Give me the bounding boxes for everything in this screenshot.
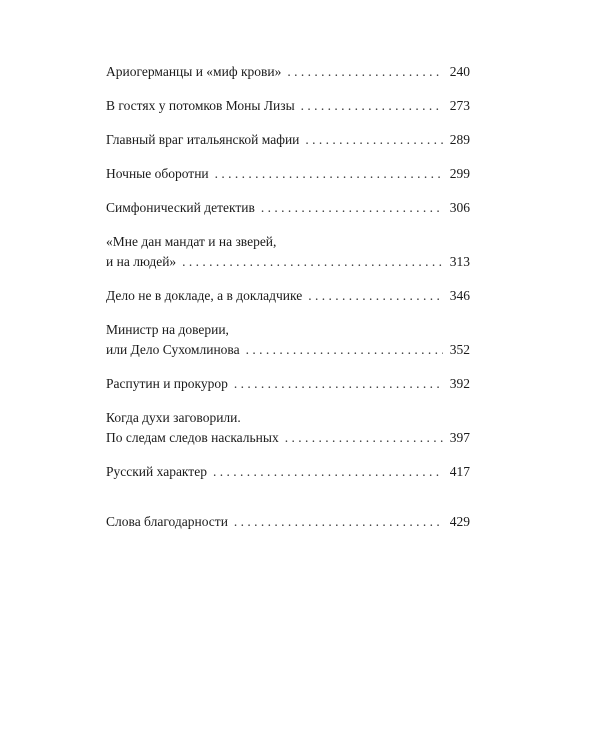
dot-leader (261, 198, 443, 218)
toc-entry-title-line: Когда духи заговорили. (106, 410, 241, 425)
toc-entry-page: 273 (449, 98, 470, 113)
toc-entry-page: 429 (449, 514, 470, 529)
toc-entry-page: 392 (449, 376, 470, 391)
toc-entry (106, 164, 470, 184)
toc-entry-line (106, 428, 470, 448)
toc-entry-page: 289 (449, 132, 470, 147)
toc-entry (106, 130, 470, 150)
toc-entry (106, 462, 470, 482)
toc-entry-title: и на людей» (106, 254, 177, 269)
toc-entry-page: 417 (449, 464, 470, 479)
dot-leader (234, 512, 443, 532)
toc-entry-line (106, 252, 470, 272)
dot-leader (285, 428, 443, 448)
table-of-contents (106, 62, 470, 546)
toc-entry-page: 313 (449, 254, 470, 269)
dot-leader (305, 130, 443, 150)
toc-entry-title: или Дело Сухомлинова (106, 342, 240, 357)
dot-leader (287, 62, 443, 82)
dot-leader (182, 252, 443, 272)
dot-leader (308, 286, 443, 306)
toc-entry-title: Симфонический детектив (106, 200, 255, 215)
toc-entry-title: Ночные оборотни (106, 166, 209, 181)
toc-entry (106, 198, 470, 218)
toc-entry-line (106, 286, 470, 306)
toc-entry-line (106, 96, 470, 116)
toc-entry-line (106, 198, 470, 218)
toc-entry (106, 512, 470, 532)
toc-entry-title: Русский характер (106, 464, 207, 479)
toc-entry-title: В гостях у потомков Моны Лизы (106, 98, 295, 113)
toc-entry-page: 397 (449, 430, 470, 445)
dot-leader (301, 96, 443, 116)
toc-entry (106, 96, 470, 116)
toc-entry-page: 306 (449, 200, 470, 215)
toc-entry-line (106, 130, 470, 150)
toc-entry-page: 346 (449, 288, 470, 303)
dot-leader (246, 340, 443, 360)
toc-entry-title: Ариогерманцы и «миф крови» (106, 64, 282, 79)
toc-entry-line (106, 164, 470, 184)
dot-leader (213, 462, 443, 482)
toc-entry-title: По следам следов наскальных (106, 430, 279, 445)
toc-entry-page: 352 (449, 342, 470, 357)
toc-entry-title: Слова благодарности (106, 514, 228, 529)
toc-entry (106, 62, 470, 82)
toc-entry (106, 374, 470, 394)
toc-entry-page: 299 (449, 166, 470, 181)
toc-entry-title-line: «Мне дан мандат и на зверей, (106, 234, 277, 249)
toc-entry-title-line: Министр на доверии, (106, 322, 229, 337)
toc-entry-line (106, 462, 470, 482)
toc-entry (106, 286, 470, 306)
dot-leader (234, 374, 443, 394)
toc-entry-line (106, 512, 470, 532)
dot-leader (215, 164, 443, 184)
toc-entry-line (106, 340, 470, 360)
toc-entry-line (106, 374, 470, 394)
toc-entry-title: Главный враг итальянской мафии (106, 132, 300, 147)
toc-entry-title: Распутин и прокурор (106, 376, 228, 391)
toc-entry-title: Дело не в докладе, а в докладчике (106, 288, 303, 303)
toc-entry (106, 232, 470, 272)
toc-entry-page: 240 (449, 64, 470, 79)
toc-entry (106, 408, 470, 448)
toc-entry (106, 320, 470, 360)
toc-entry-line (106, 62, 470, 82)
